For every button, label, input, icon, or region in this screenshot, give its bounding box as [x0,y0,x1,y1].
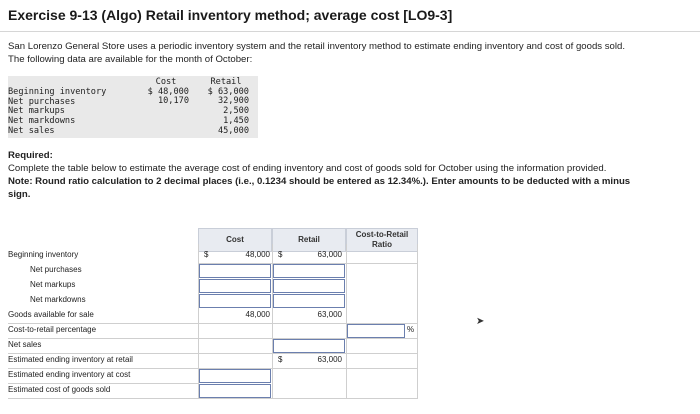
row-label-net-sales: Net sales [8,340,42,349]
page-title: Exercise 9-13 (Algo) Retail inventory method; average cost [LO9-3] [8,7,453,23]
given-retail-header: Retail [210,77,242,87]
required-heading: Required: [8,150,53,161]
retail-net-markdowns-input[interactable] [273,294,345,308]
given-cost-header: Cost [155,77,177,87]
required-text: Complete the table below to estimate the average cost of ending inventory and cost of goods sold for October using the information provided. [8,163,607,174]
given-cost-value: 10,170 [157,96,189,107]
row-label-goods-available: Goods available for sale [8,310,94,319]
column-divider [417,244,418,398]
given-retail-column [203,78,249,136]
required-section [8,149,648,201]
given-cost-value: $ 48,000 [147,86,189,97]
given-cost-column [143,78,189,107]
header-cost: Cost [198,228,272,252]
cost-goods-available: 48,000 [245,310,270,319]
title-divider [0,31,700,32]
row-label-beginning-inventory: Beginning inventory [8,250,79,259]
cost-net-markups-input[interactable] [199,279,271,293]
row-divider [8,338,198,339]
given-retail-value: $ 63,000 [207,86,249,97]
retail-beginning-inventory: 63,000 [317,250,342,259]
row-label-ending-cost: Estimated ending inventory at cost [8,370,131,379]
header-ratio: Cost-to-Retail Ratio [346,228,418,252]
column-divider [346,244,347,398]
given-label: Net purchases [8,96,76,107]
row-divider [8,368,198,369]
cost-net-purchases-input[interactable] [199,264,271,278]
row-divider [8,383,198,384]
cost-net-markdowns-input[interactable] [199,294,271,308]
given-retail-value: 1,450 [223,115,249,126]
given-retail-value: 2,500 [223,106,249,117]
answer-table [8,228,432,398]
retail-goods-available: 63,000 [317,310,342,319]
retail-dollar: $ [278,355,283,364]
given-retail-value: 32,900 [217,96,249,107]
given-retail-value: 45,000 [217,125,249,136]
given-label: Net sales [8,125,55,136]
table-bottom [8,398,418,399]
given-label: Beginning inventory [8,87,107,97]
required-note: Note: Round ratio calculation to 2 decimal places (i.e., 0.1234 should be entered as 12.34%.). Enter amounts to be deducted with a minus sign. [8,176,631,200]
problem-intro: San Lorenzo General Store uses a periodic inventory system and the retail inventory method to estimate ending inventory and cost of goods sold. The following data are available for the month of October: [8,41,626,65]
cost-ending-inventory-input[interactable] [199,369,271,383]
given-label: Net markdowns [8,116,76,127]
row-divider [8,353,198,354]
cost-of-goods-sold-input[interactable] [199,384,271,398]
row-divider [8,323,198,324]
row-label-net-purchases: Net purchases [30,265,82,274]
cost-beginning-inventory: 48,000 [245,250,270,259]
row-label-net-markdowns: Net markdowns [30,295,86,304]
row-label-cogs: Estimated cost of goods sold [8,385,111,394]
row-label-ending-retail: Estimated ending inventory at retail [8,355,133,364]
row-label-cost-to-retail: Cost-to-retail percentage [8,325,97,334]
row-label-net-markups: Net markups [30,280,76,289]
cost-to-retail-ratio-input[interactable] [347,324,405,338]
given-label: Net markups [8,106,65,117]
percent-sign: % [407,325,415,334]
retail-net-markups-input[interactable] [273,279,345,293]
retail-dollar: $ [278,250,283,259]
retail-net-purchases-input[interactable] [273,264,345,278]
retail-ending-inventory: 63,000 [317,355,342,364]
header-retail: Retail [272,228,346,252]
retail-net-sales-input[interactable] [273,339,345,353]
given-labels [8,88,106,137]
mouse-cursor-icon: ➤ [476,316,485,327]
cost-dollar: $ [204,250,209,259]
